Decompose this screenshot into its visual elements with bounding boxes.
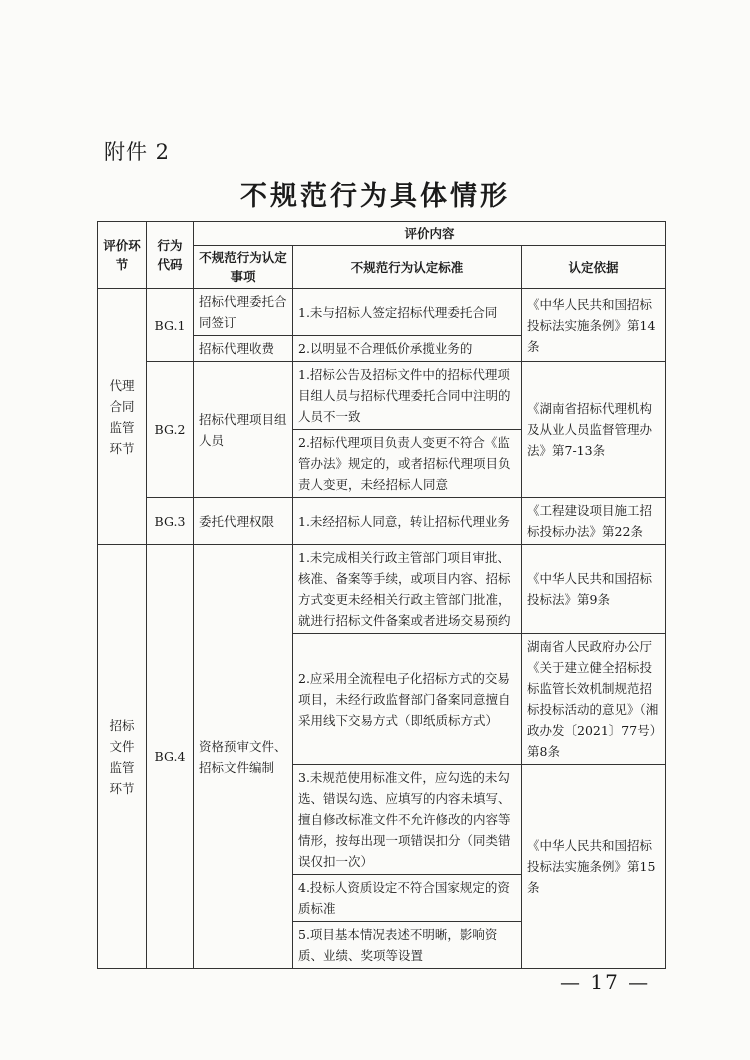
matter-cell: 招标代理项目组人员: [194, 362, 293, 498]
standard-cell: 2.以明显不合理低价承揽业务的: [293, 336, 522, 362]
header-eval-section: 评价环节: [98, 222, 147, 289]
header-eval-content: 评价内容: [194, 222, 666, 246]
matter-cell: 招标代理收费: [194, 336, 293, 362]
page-title: 不规范行为具体情形: [240, 181, 510, 212]
basis-cell: 《湖南省招标代理机构及从业人员监督管理办法》第7-13条: [522, 362, 666, 498]
header-standard: 不规范行为认定标准: [293, 246, 522, 289]
table-row: [98, 545, 666, 634]
section-label-contract: 代理合同监管环节: [98, 289, 147, 545]
header-matter: 不规范行为认定事项: [194, 246, 293, 289]
section-label-bidding-docs: 招标文件监管环节: [98, 545, 147, 969]
header-code: 行为代码: [147, 222, 194, 289]
code-cell: BG.1: [147, 289, 194, 362]
standard-cell: 3.未规范使用标准文件，应勾选的未勾选、错误勾选、应填写的内容未填写、擅自修改标准文件不允许修改的内容等情形，按每出现一项错误扣分（同类错误仅扣一次）: [293, 765, 522, 875]
page-number: — 17 —: [560, 970, 651, 994]
table-row: [98, 362, 666, 430]
header-row-1: [98, 222, 666, 246]
standard-cell: 1.未与招标人签定招标代理委托合同: [293, 289, 522, 336]
standard-cell: 2.招标代理项目负责人变更不符合《监管办法》规定的，或者招标代理项目负责人变更，未经招标人同意: [293, 430, 522, 498]
table-row: [98, 498, 666, 545]
standard-cell: 1.未完成相关行政主管部门项目审批、核准、备案等手续，或项目内容、招标方式变更未经相关行政主管部门批准，就进行招标文件备案或者进场交易预约: [293, 545, 522, 634]
code-cell: BG.2: [147, 362, 194, 498]
basis-cell: 湖南省人民政府办公厅《关于建立健全招标投标监管长效机制规范招标投标活动的意见》（湘政办发〔2021〕77号）第8条: [522, 634, 666, 765]
basis-cell: 《中华人民共和国招标投标法》第9条: [522, 545, 666, 634]
matter-cell: 招标代理委托合同签订: [194, 289, 293, 336]
standard-cell: 1.招标公告及招标文件中的招标代理项目组人员与招标代理委托合同中注明的人员不一致: [293, 362, 522, 430]
standard-cell: 4.投标人资质设定不符合国家规定的资质标准: [293, 875, 522, 922]
standard-cell: 1.未经招标人同意，转让招标代理业务: [293, 498, 522, 545]
table-row: [98, 289, 666, 336]
behavior-table: [97, 221, 666, 969]
attachment-label: 附件 2: [104, 140, 171, 164]
basis-cell: 《中华人民共和国招标投标法实施条例》第14条: [522, 289, 666, 362]
matter-cell: 资格预审文件、招标文件编制: [194, 545, 293, 969]
basis-cell: 《中华人民共和国招标投标法实施条例》第15条: [522, 765, 666, 969]
header-basis: 认定依据: [522, 246, 666, 289]
standard-cell: 5.项目基本情况表述不明晰，影响资质、业绩、奖项等设置: [293, 922, 522, 969]
code-cell: BG.3: [147, 498, 194, 545]
code-cell: BG.4: [147, 545, 194, 969]
standard-cell: 2.应采用全流程电子化招标方式的交易项目，未经行政监督部门备案同意擅自采用线下交易方式（即纸质标方式）: [293, 634, 522, 765]
basis-cell: 《工程建设项目施工招标投标办法》第22条: [522, 498, 666, 545]
matter-cell: 委托代理权限: [194, 498, 293, 545]
